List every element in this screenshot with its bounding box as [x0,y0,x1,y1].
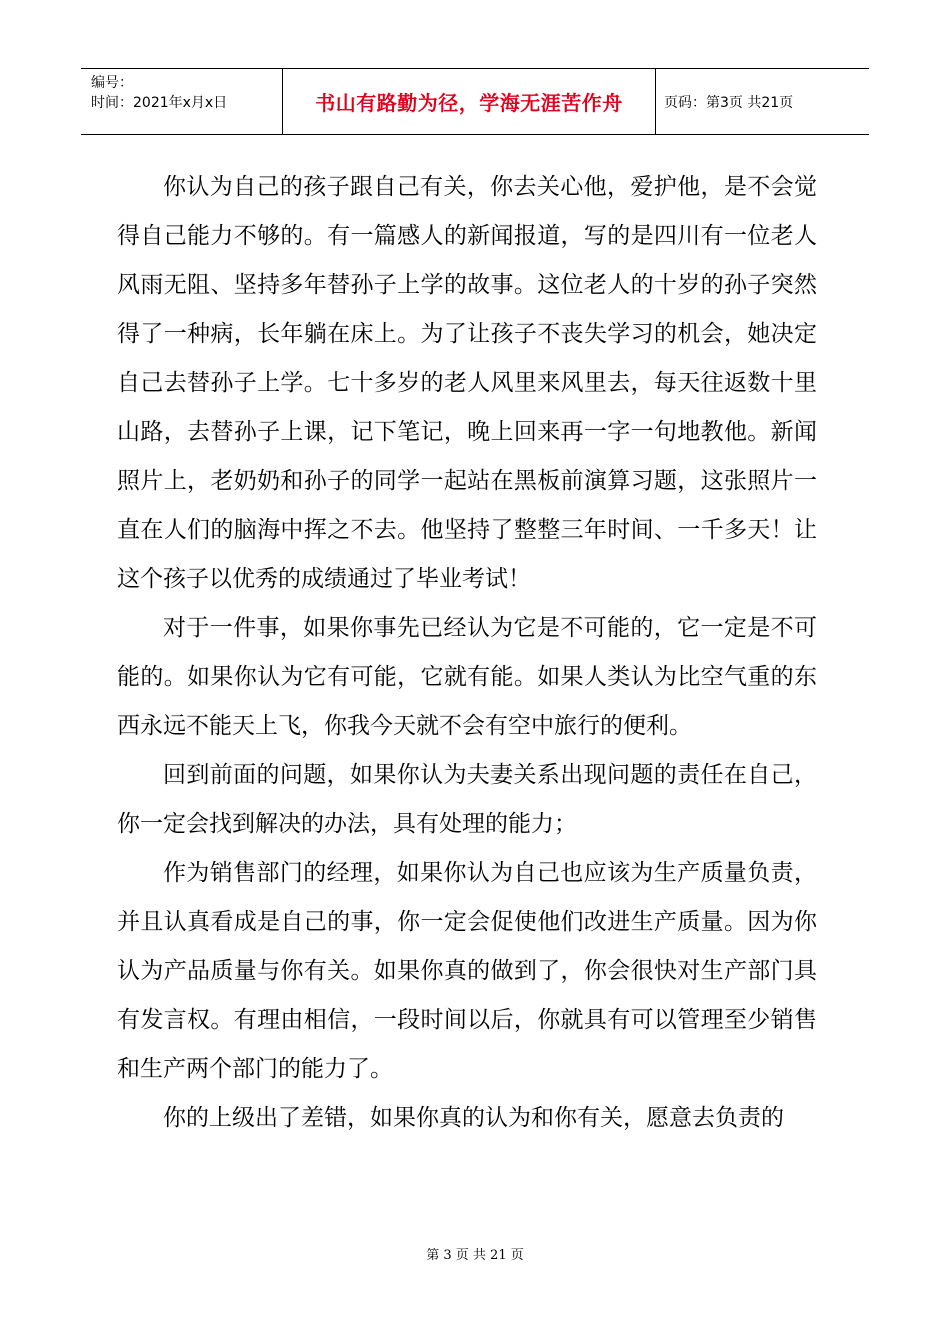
body-paragraph: 对于一件事，如果你事先已经认为它是不可能的，它一定是不可能的。如果你认为它有可能，它就有能。如果人类认为比空气重的东西永远不能天上飞，你我今天就不会有空中旅行的便利。 [117,615,817,739]
document-header [81,68,869,135]
document-date-label: 时间：2021年x月x日 [91,95,228,111]
body-paragraph: 你的上级出了差错，如果你真的认为和你有关，愿意去负责的 [163,1105,784,1131]
header-page-number: 页码：第3页 共21页 [664,94,794,111]
document-number-label: 编号： [91,75,133,91]
body-paragraph: 作为销售部门的经理，如果你认为自己也应该为生产质量负责，并且认真看成是自己的事，你一定会促使他们改进生产质量。因为你认为产品质量与你有关。如果你真的做到了，你会很快对生产部门具有发言权。有理由相信，一段时间以后，你就具有可以管理至少销售和生产两个部门的能力了。 [117,860,817,1082]
header-meta [81,69,283,134]
page-footer: 第 3 页 共 21 页 [426,1248,524,1263]
body-paragraph: 你认为自己的孩子跟自己有关，你去关心他，爱护他，是不会觉得自己能力不够的。有一篇感人的新闻报道，写的是四川有一位老人风雨无阻、坚持多年替孙子上学的故事。这位老人的十岁的孙子突然得了一种病，长年躺在床上。为了让孩子不丧失学习的机会，她决定自己去替孙子上学。七十多岁的老人风里来风里去，每天往返数十里山路，去替孙子上课，记下笔记，晚上回来再一字一句地教他。新闻照片上，老奶奶和孙子的同学一起站在黑板前演算习题，这张照片一直在人们的脑海中挥之不去。他坚持了整整三年时间、一千多天！让这个孩子以优秀的成绩通过了毕业考试！ [117,174,817,592]
body-paragraph: 回到前面的问题，如果你认为夫妻关系出现问题的责任在自己，你一定会找到解决的办法，具有处理的能力； [117,762,817,837]
document-body [117,163,817,1143]
header-motto: 书山有路勤为径，学海无涯苦作舟 [283,69,656,134]
